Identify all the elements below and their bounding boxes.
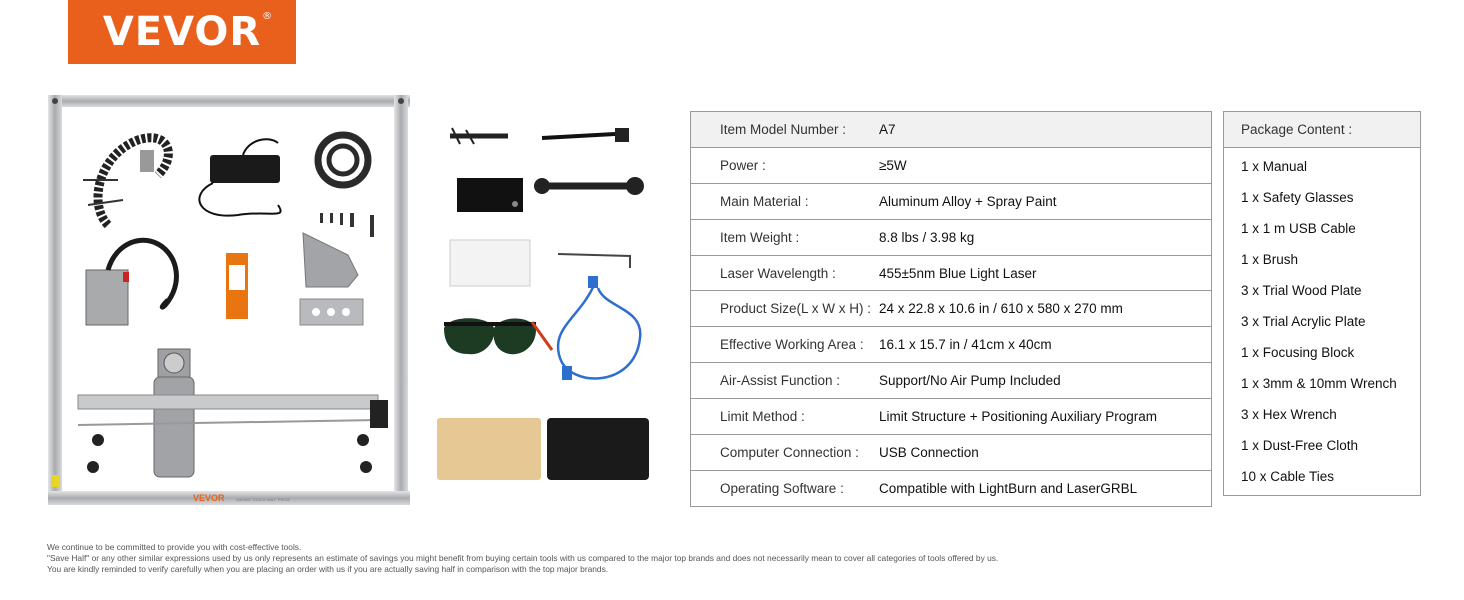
- package-content-title: Package Content :: [1224, 112, 1420, 148]
- laser-module-shape: [86, 270, 128, 325]
- stepper-motor-shape: [370, 400, 388, 428]
- vevor-logo: [68, 0, 296, 64]
- spec-value: Compatible with LightBurn and LaserGRBL: [879, 480, 1138, 496]
- spec-row: [691, 362, 1211, 398]
- spec-key: Main Material :: [720, 193, 809, 209]
- spec-row: [691, 398, 1211, 434]
- package-item: 1 x Manual: [1241, 159, 1308, 174]
- spec-key: Power :: [720, 157, 766, 173]
- stepper-connector-shape: [140, 150, 154, 172]
- hex-wrench-shape: [558, 254, 630, 268]
- usb-cable-shape: [558, 283, 640, 378]
- spec-row: [691, 290, 1211, 326]
- logo-wordmark: VEVOR: [102, 9, 262, 55]
- package-item: 1 x 3mm & 10mm Wrench: [1241, 376, 1397, 391]
- disclaimer: [47, 542, 1147, 575]
- laser-engraver-frame-image: [48, 95, 410, 508]
- gantry-plate-shape: [154, 377, 194, 477]
- package-item: 3 x Hex Wrench: [1241, 407, 1337, 422]
- bracket-shape: [303, 233, 358, 287]
- registered-mark: ®: [262, 11, 274, 22]
- spec-value: A7: [879, 121, 896, 137]
- spec-key: Computer Connection :: [720, 444, 859, 460]
- spec-value: 8.8 lbs / 3.98 kg: [879, 229, 975, 245]
- power-adapter-shape: [210, 155, 280, 183]
- package-item: 3 x Trial Wood Plate: [1241, 283, 1362, 298]
- drag-chain-shape: [98, 138, 168, 225]
- package-content-list: [1224, 148, 1420, 492]
- spec-value: Support/No Air Pump Included: [879, 373, 1061, 389]
- spec-key: Limit Method :: [720, 409, 805, 425]
- disclaimer-line: "Save Half" or any other similar expressions used by us only represents an estimate of savings you might benefit from buying certain tools with us compared to the major top brands and does not necessarily mean to cover all categories of tools offered by us.: [47, 553, 999, 563]
- brush-shape: [542, 134, 615, 138]
- spec-value: Aluminum Alloy + Spray Paint: [879, 193, 1057, 209]
- specifications-table: [690, 111, 1212, 507]
- frame-small-label: SAVING TOOLS HALF PRICE: [236, 497, 291, 502]
- spec-row: [691, 147, 1211, 183]
- spec-row: [691, 434, 1211, 470]
- black-acrylic-plate-shape: [457, 178, 523, 212]
- package-item: 1 x Focusing Block: [1241, 345, 1355, 360]
- accessories-image: [430, 118, 660, 488]
- package-item: 10 x Cable Ties: [1241, 469, 1335, 484]
- spec-value: Limit Structure + Positioning Auxiliary Program: [879, 409, 1157, 425]
- spec-key: Laser Wavelength :: [720, 265, 836, 281]
- spec-row: [691, 470, 1211, 506]
- spec-key: Effective Working Area :: [720, 337, 864, 353]
- frame-parts-illustration: [48, 95, 410, 508]
- dust-free-cloth-shape: [450, 240, 530, 286]
- package-item: 1 x Brush: [1241, 252, 1299, 267]
- disclaimer-line: You are kindly reminded to verify carefully when you are placing an order with us if you are actually saving half in comparison with the top major brands.: [47, 564, 609, 574]
- spec-key: Operating Software :: [720, 480, 844, 496]
- logo-text: [102, 9, 274, 55]
- spec-row: [691, 326, 1211, 362]
- trial-wood-plate-shape: [437, 418, 541, 480]
- spec-row: [691, 219, 1211, 255]
- spec-key: Product Size(L x W x H) :: [720, 301, 872, 317]
- spec-value: 455±5nm Blue Light Laser: [879, 265, 1037, 281]
- focusing-block-shape: [547, 418, 649, 480]
- spec-row: [691, 255, 1211, 291]
- frame-brand-label: VEVOR: [193, 493, 225, 503]
- spec-row: [691, 183, 1211, 219]
- spec-key: Air-Assist Function :: [720, 373, 841, 389]
- spec-key: Item Model Number :: [720, 121, 847, 137]
- x-axis-rail-shape: [78, 395, 378, 409]
- spec-value: USB Connection: [879, 444, 979, 460]
- spec-value: ≥5W: [879, 157, 907, 173]
- disclaimer-line: We continue to be committed to provide you with cost-effective tools.: [47, 542, 302, 552]
- spec-value: 16.1 x 15.7 in / 41cm x 40cm: [879, 337, 1052, 353]
- package-item: 3 x Trial Acrylic Plate: [1241, 314, 1366, 329]
- screws-shape: [320, 213, 374, 237]
- package-content-table: [1223, 111, 1421, 496]
- spec-key: Item Weight :: [720, 229, 800, 245]
- package-item: 1 x Dust-Free Cloth: [1241, 438, 1359, 453]
- belt-roll-shape: [318, 135, 368, 185]
- spec-row: [691, 112, 1211, 147]
- package-item: 1 x 1 m USB Cable: [1241, 221, 1356, 236]
- package-item: 1 x Safety Glasses: [1241, 190, 1354, 205]
- spec-value: 24 x 22.8 x 10.6 in / 610 x 580 x 270 mm: [879, 301, 1123, 317]
